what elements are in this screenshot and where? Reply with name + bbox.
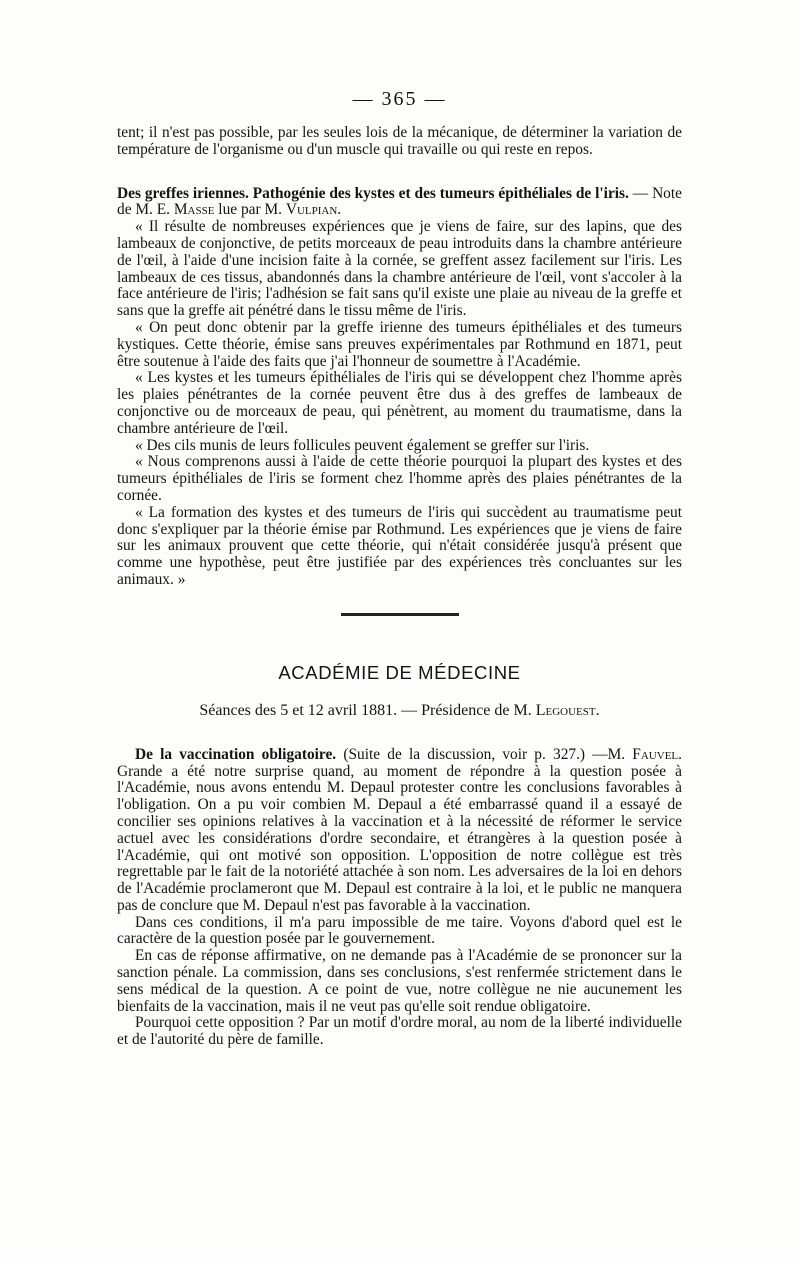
article1-note-middle: lue par M. bbox=[214, 201, 286, 219]
article2-first-rest: . Grande a été notre surprise quand, au moment de répondre à la question posée à l'Académie, nous avons entendu M. Depaul protester contre les conclusions favorables à l'obligation. On a pu voir combien M. Depaul a été embarrassé quand il a essayé de concilier ses opinions relatives à la vaccination et à la nécessité de réformer le service actuel avec les considérations d'ordre secondaire, et étrangères à la question posée à l'Académie, qui ont motivé son opposition. L'opposition de notre collègue est très regrettable par le fait de la notoriété attachée à son nom. Les adversaires de la loi en dehors de l'Académie proclameront que M. Depaul est contraire à la loi, et le public ne manquera pas de conclure que M. Depaul n'est pas favorable à la vaccination. bbox=[117, 745, 682, 914]
session-line bbox=[117, 702, 682, 720]
article2-title: De la vaccination obligatoire. bbox=[135, 745, 337, 763]
article1-note-prefix: — Note de M. E. bbox=[117, 184, 682, 219]
article1-note-suffix: . bbox=[337, 201, 342, 219]
article2-title-suffix: (Suite de la discussion, voir p. 327.) —M. bbox=[336, 745, 633, 763]
session-prefix: Séances des 5 et 12 avril 1881. — Présidence de M. bbox=[199, 701, 536, 719]
article1-paragraph-1: « Il résulte de nombreuses expériences que je viens de faire, sur des lapins, que des lambeaux de conjonctive, de petits morceaux de peau introduits dans la chambre antérieure de l'œil, à l'aide d'une incision faite à la cornée, se greffent assez facilement sur l'iris. Les lambeaux de ces tissus, abandonnés dans la chambre antérieure de l'œil, vont s'accoler à la face antérieure de l'iris; l'adhésion se fait sans qu'il existe une plaie au niveau de la greffe et sans que la greffe ait pénétré dans le tissu même de l'iris. bbox=[117, 218, 682, 320]
article2-first-paragraph bbox=[117, 747, 682, 915]
page-number: — 365 — bbox=[352, 88, 447, 110]
article2-paragraph-4: Pourquoi cette opposition ? Par un motif d'ordre moral, au nom de la liberté individuelle et de l'autorité du père de famille. bbox=[117, 1014, 682, 1049]
article1-paragraph-6: « La formation des kystes et des tumeurs de l'iris qui succèdent au traumatisme peut donc s'expliquer par la théorie émise par Rothmund. Les expériences que je viens de faire sur les animaux prouvent que cette théorie, qui n'était considérée jusqu'à présent que comme une hypothèse, peut être justifiée par des expériences très concluantes sur les animaux. » bbox=[117, 503, 682, 588]
session-suffix: . bbox=[595, 701, 600, 719]
article1-paragraph-3: « Les kystes et les tumeurs épithéliales de l'iris qui se développent chez l'homme après les plaies pénétrantes de la cornée peuvent être dus à des greffes de lambeaux de conjonctive ou de morceaux de peau, qui pénètrent, au moment du traumatisme, dans la chambre antérieure de l'œil. bbox=[117, 369, 682, 437]
article1-note-author: Masse bbox=[173, 201, 215, 219]
section-divider bbox=[341, 613, 459, 616]
article1-paragraph-4: « Des cils munis de leurs follicules peuvent également se greffer sur l'iris. bbox=[135, 436, 590, 454]
opening-paragraph: tent; il n'est pas possible, par les seules lois de la mécanique, de déterminer la variation de température de l'organisme ou d'un muscle qui travaille ou qui reste en repos. bbox=[117, 124, 682, 158]
article2-paragraph-3: En cas de réponse affirmative, on ne demande pas à l'Académie de se prononcer sur la sanction pénale. La commission, dans ses conclusions, s'est renfermée strictement dans le sens médical de la question. A ce point de vue, notre collègue ne nie aucunement les bienfaits de la vaccination, mais il ne veut pas qu'elle soit rendue obligatoire. bbox=[117, 947, 682, 1015]
article1-paragraph-2: « On peut donc obtenir par la greffe irienne des tumeurs épithéliales et des tumeurs kystiques. Cette théorie, émise sans preuves expérimentales par Rothmund en 1871, peut être soutenue à l'aide des faits que j'ai l'honneur de soumettre à l'Académie. bbox=[117, 318, 682, 370]
article1-note-reader: Vulpian bbox=[285, 201, 338, 219]
session-president: Legouest bbox=[535, 701, 596, 719]
article2-speaker: Fauvel bbox=[632, 745, 679, 763]
section-title: ACADÉMIE DE MÉDECINE bbox=[278, 661, 521, 683]
article1-paragraph-5: « Nous comprenons aussi à l'aide de cette théorie pourquoi la plupart des kystes et des tumeurs épithéliales de l'iris se forment chez l'homme après des plaies pénétrantes de la cornée. bbox=[117, 453, 682, 504]
article2-paragraph-2: Dans ces conditions, il m'a paru impossible de me taire. Voyons d'abord quel est le caractère de la question posée par le gouvernement. bbox=[117, 913, 682, 948]
document-page bbox=[117, 88, 682, 1049]
article1-heading bbox=[117, 186, 682, 220]
article1-title: Des greffes iriennes. Pathogénie des kystes et des tumeurs épithéliales de l'iris. bbox=[117, 184, 629, 202]
